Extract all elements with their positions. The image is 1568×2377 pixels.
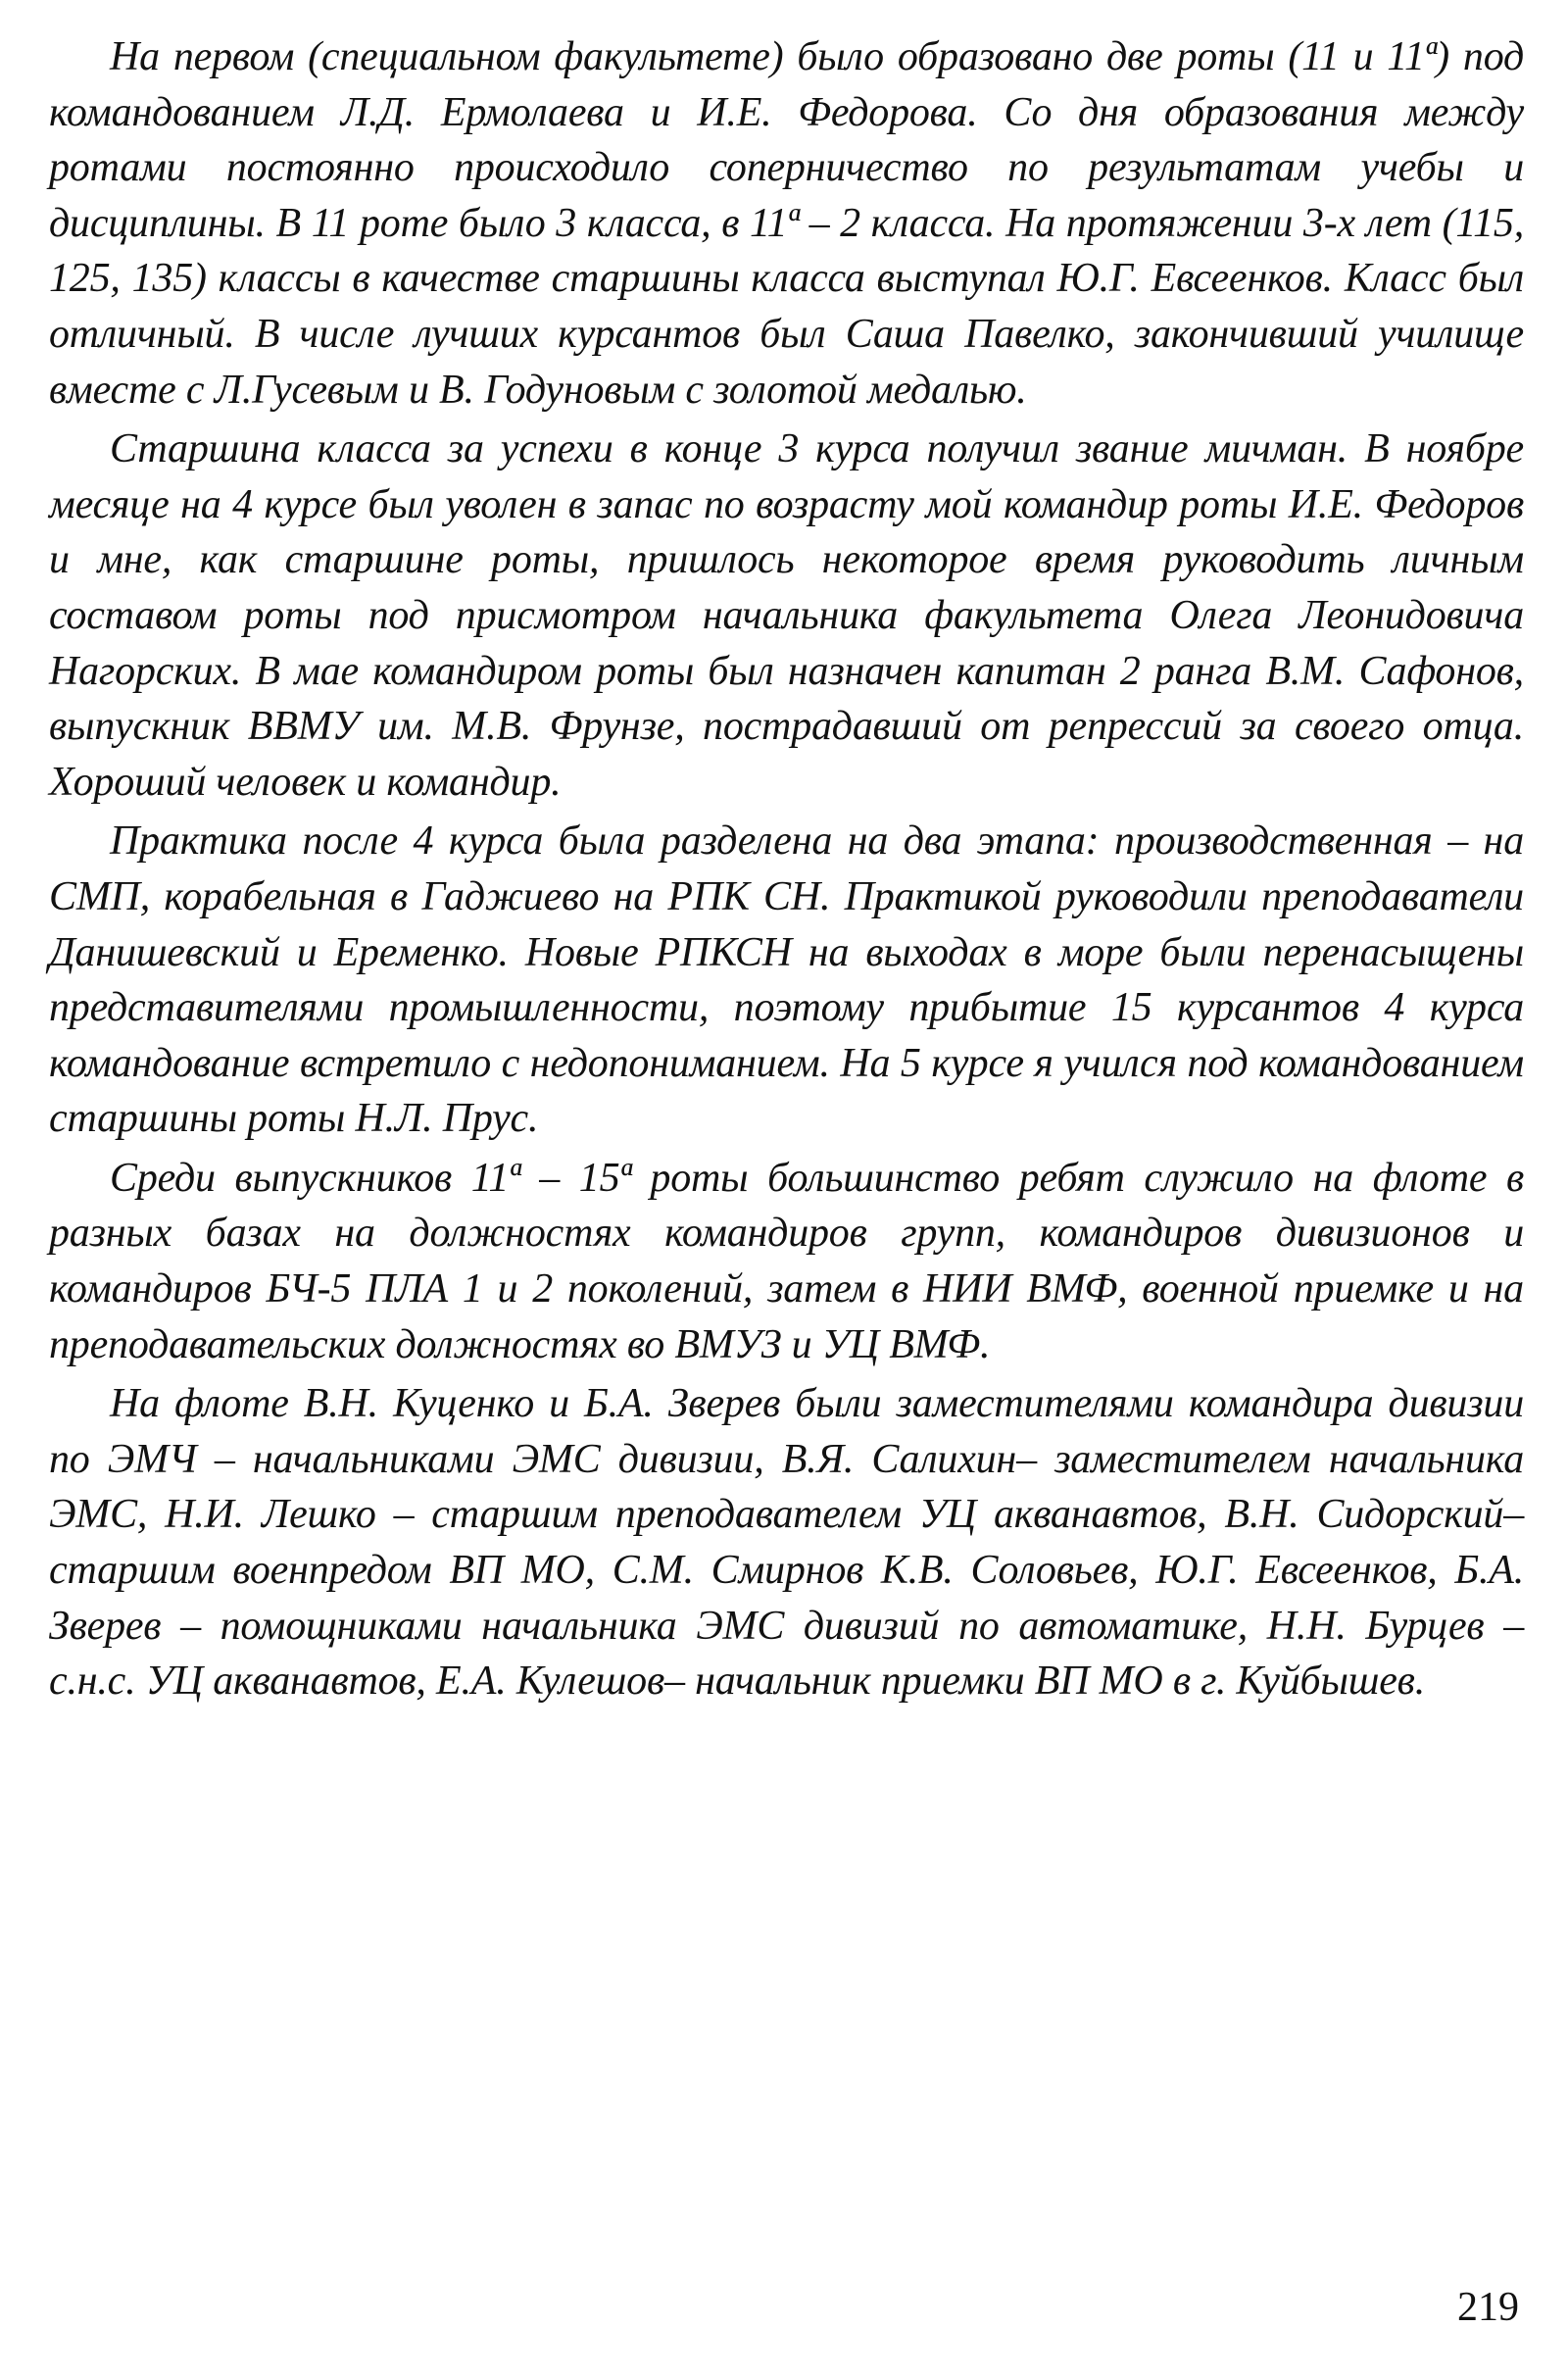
book-page (49, 29, 1524, 2343)
paragraph-1: На первом (специальном факультете) было образовано две роты (11 и 11ª) под командованием Л.Д. Ермолаева и И.Е. Федорова. Со дня образования между ротами постоянно происходило соперничество по результатам учебы и дисциплины. В 11 роте было 3 класса, в 11ª – 2 класса. На протяжении 3-х лет (115, 125, 135) классы в качестве старшины класса выступал Ю.Г. Евсеенков. Класс был отличный. В числе лучших курсантов был Саша Павелко, закончивший училище вместе с Л.Гусевым и В. Годуновым с золотой медалью. (49, 34, 1524, 413)
paragraph-2: Старшина класса за успехи в конце 3 курса получил звание мичман. В ноябре месяце на 4 курсе был уволен в запас по возрасту мой командир роты И.Е. Федоров и мне, как старшине роты, пришлось некоторое время руководить личным составом роты под присмотром начальника факультета Олега Леонидовича Нагорских. В мае командиром роты был назначен капитан 2 ранга В.М. Сафонов, выпускник ВВМУ им. М.В. Фрунзе, пострадавший от репрессий за своего отца. Хороший человек и командир. (49, 426, 1524, 805)
page-number: 219 (1457, 2285, 1519, 2330)
paragraph-3: Практика после 4 курса была разделена на два этапа: производственная – на СМП, корабельная в Гаджиево на РПК СН. Практикой руководили преподаватели Данишевский и Еременко. Новые РПКСН на выходах в море были перенасыщены представителями промышленности, поэтому прибытие 15 курсантов 4 курса командование встретило с недопониманием. На 5 курсе я учился под командованием старшины роты Н.Л. Прус. (49, 818, 1524, 1142)
paragraph-5: На флоте В.Н. Куценко и Б.А. Зверев были заместителями командира дивизии по ЭМЧ – начальниками ЭМС дивизии, В.Я. Салихин– заместителем начальника ЭМС, Н.И. Лешко – старшим преподавателем УЦ акванавтов, В.Н. Сидорский– старшим военпредом ВП МО, С.М. Смирнов К.В. Соловьев, Ю.Г. Евсеенков, Б.А. Зверев – помощниками начальника ЭМС дивизий по автоматике, Н.Н. Бурцев – с.н.с. УЦ акванавтов, Е.А. Кулешов– начальник приемки ВП МО в г. Куйбышев. (49, 1381, 1524, 1705)
body-text (49, 29, 1524, 1709)
paragraph-4: Среди выпускников 11ª – 15ª роты большинство ребят служило на флоте в разных базах на должностях командиров групп, командиров дивизионов и командиров БЧ-5 ПЛА 1 и 2 поколений, затем в НИИ ВМФ, военной приемке и на преподавательских должностях во ВМУЗ и УЦ ВМФ. (49, 1155, 1524, 1367)
